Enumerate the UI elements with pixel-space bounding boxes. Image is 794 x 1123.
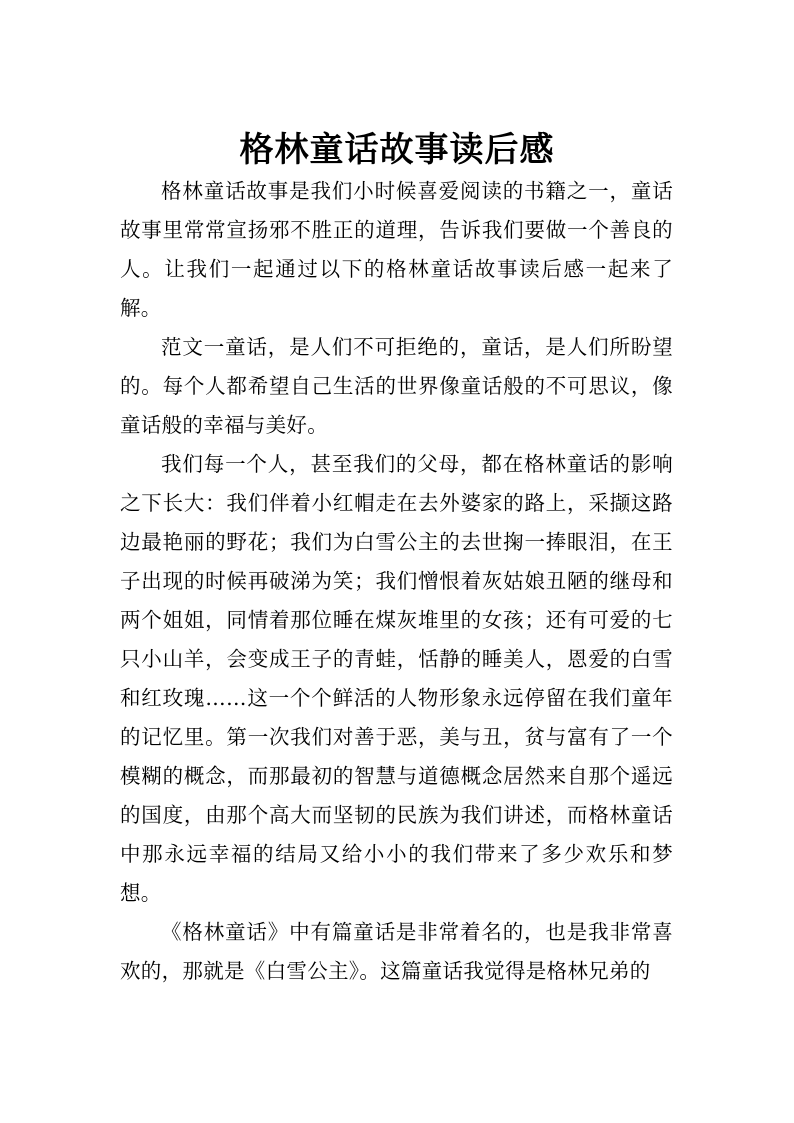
paragraph-childhood-memories: 我们每一个人，甚至我们的父母，都在格林童话的影响之下长大：我们伴着小红帽走在去外婆家的路上，采撷这路边最艳丽的野花；我们为白雪公主的去世掬一捧眼泪，在王子出现的时候再破涕为笑；我们憎恨着灰姑娘丑陋的继母和两个姐姐，同情着那位睡在煤灰堆里的女孩；还有可爱的七只小山羊，会变成王子的青蛙，恬静的睡美人，恩爱的白雪和红玫瑰……这一个个鲜活的人物形象永远停留在我们童年的记忆里。第一次我们对善于恶，美与丑，贫与富有了一个模糊的概念，而那最初的智慧与道德概念居然来自那个遥远的国度，由那个高大而坚韧的民族为我们讲述，而格林童话中那永远幸福的结局又给小小的我们带来了多少欢乐和梦想。 [120, 452, 673, 905]
paragraph-intro: 格林童话故事是我们小时候喜爱阅读的书籍之一，童话故事里常常宣扬邪不胜正的道理，告诉我们要做一个善良的人。让我们一起通过以下的格林童话故事读后感一起来了解。 [120, 179, 673, 320]
paragraph-snow-white: 《格林童话》中有篇童话是非常着名的，也是我非常喜欢的，那就是《白雪公主》。这篇童话我觉得是格林兄弟的 [120, 920, 673, 983]
paragraph-sample-one: 范文一童话，是人们不可拒绝的，童话，是人们所盼望的。每个人都希望自己生活的世界像童话般的不可思议，像童话般的幸福与美好。 [120, 335, 673, 437]
document-body [120, 172, 673, 991]
document-title: 格林童话故事读后感 [239, 129, 555, 170]
